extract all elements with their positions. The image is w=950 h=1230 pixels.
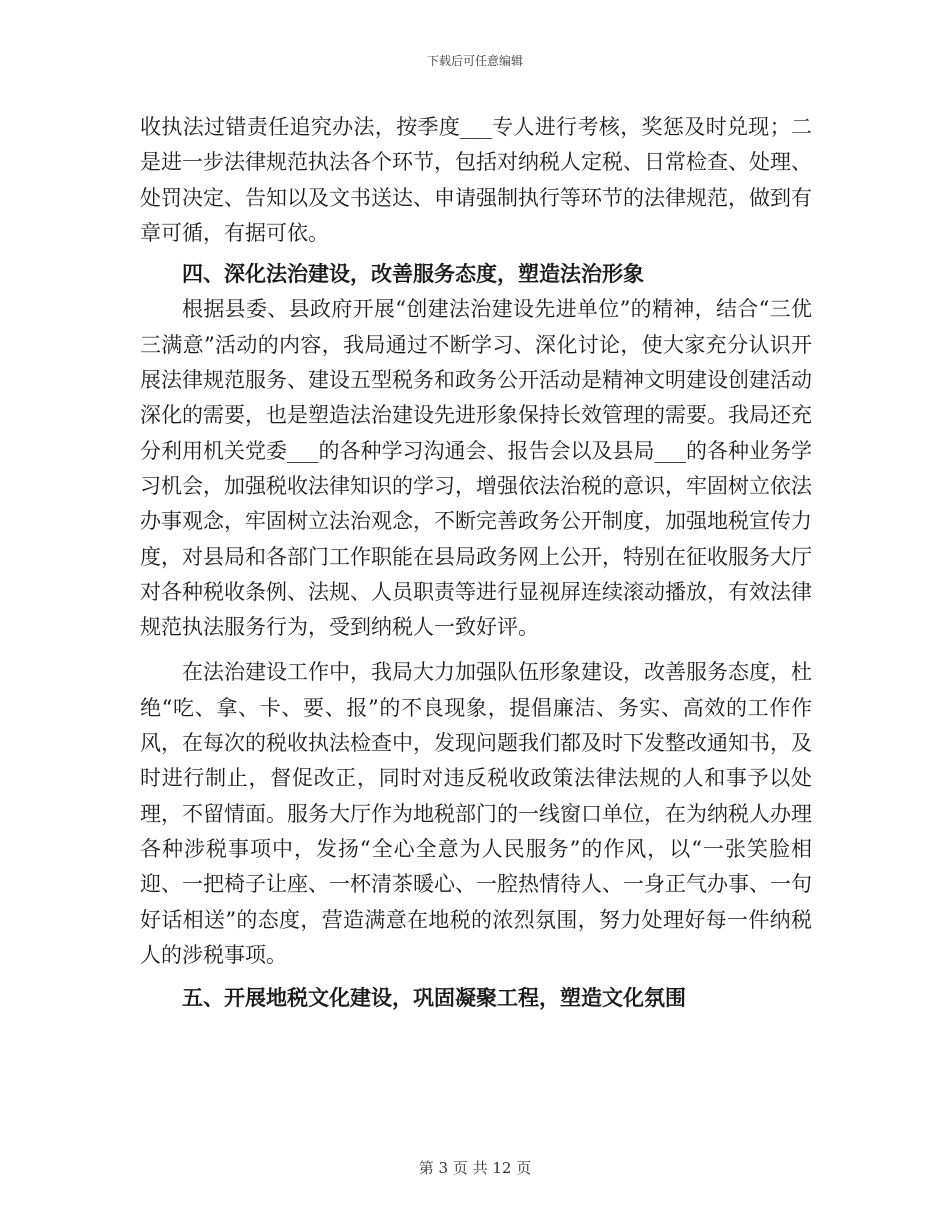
page-header-note: 下载后可任意编辑: [426, 54, 523, 68]
section-heading-4: 四、深化法治建设，改善服务态度，塑造法治形象: [182, 262, 644, 287]
document-body: [140, 110, 812, 1016]
paragraph-section4-2: 在法治建设工作中，我局大力加强队伍形象建设，改善服务态度，杜绝“吃、拿、卡、要、报”的不良现象，提倡廉洁、务实、高效的工作作风，在每次的税收执法检查中，发现问题我们都及时下发整改通知书，及时进行制止，督促改正，同时对违反税收政策法律法规的人和事予以处理，不留情面。服务大厅作为地税部门的一线窗口单位，在为纳税人办理各种涉税事项中，发扬“全心全意为人民服务”的作风，以“一张笑脸相迎、一把椅子让座、一杯清茶暖心、一腔热情待人、一身正气办事、一句好话相送”的态度，营造满意在地税的浓烈氛围，努力处理好每一件纳税人的涉税事项。: [140, 660, 812, 967]
page-footer-number: 第 3 页 共 12 页: [418, 1159, 532, 1177]
section-heading-5: 五、开展地税文化建设，巩固凝聚工程，塑造文化氛围: [182, 986, 686, 1011]
paragraph-continued: 收执法过错责任追究办法，按季度___专人进行考核，奖惩及时兑现；二是进一步法律规范执法各个环节，包括对纳税人定税、日常检查、处理、处罚决定、告知以及文书送达、申请强制执行等环节的法律规范，做到有章可循，有据可依。: [140, 115, 812, 245]
paragraph-section4-1: 根据县委、县政府开展“创建法治建设先进单位”的精神，结合“三优三满意”活动的内容，我局通过不断学习、深化讨论，使大家充分认识开展法律规范服务、建设五型税务和政务公开活动是精神文明建设创建活动深化的需要，也是塑造法治建设先进形象保持长效管理的需要。我局还充分利用机关党委___的各种学习沟通会、报告会以及县局___的各种业务学习机会，加强税收法律知识的学习，增强依法治税的意识，牢固树立依法办事观念，牢固树立法治观念，不断完善政务公开制度，加强地税宣传力度，对县局和各部门工作职能在县局政务网上公开，特别在征收服务大厅对各种税收条例、法规、人员职责等进行显视屏连续滚动播放，有效法律规范执法服务行为，受到纳税人一致好评。: [140, 297, 812, 640]
spacer: [140, 645, 812, 655]
